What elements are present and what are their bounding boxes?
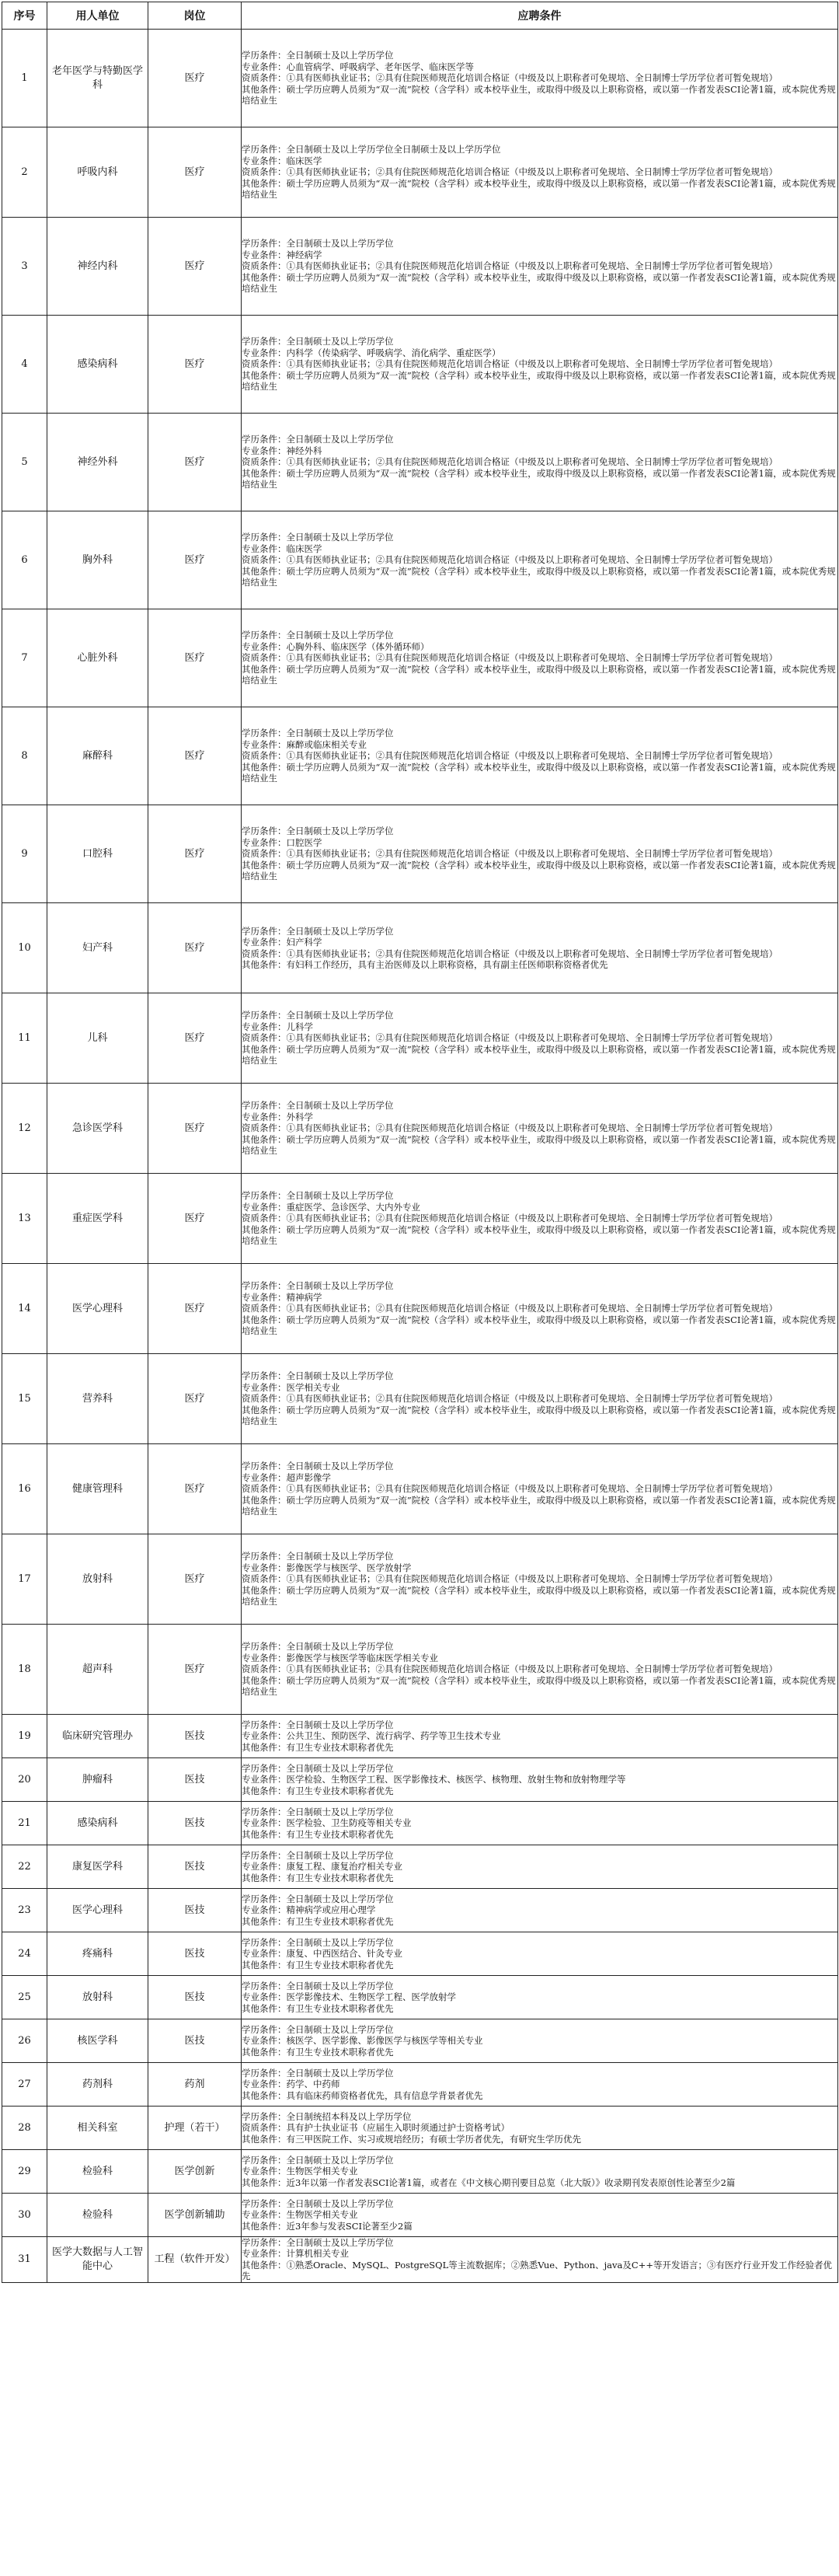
requirement-line: 学历条件：全日制硕士及以上学历学位 <box>242 1100 394 1112</box>
requirement-line: 专业条件：医学检验、生物医学工程、医学影像技术、核医学、核物理、放射生物和放射物理学等 <box>242 1774 626 1785</box>
table-row <box>2 805 838 903</box>
table-row <box>2 2107 838 2150</box>
requirement-line: 专业条件：康复工程、康复治疗相关专业 <box>242 1861 402 1873</box>
row-unit: 医学心理科 <box>47 1264 148 1354</box>
row-position: 医疗 <box>148 1354 242 1444</box>
requirement-line: 专业条件：核医学、医学影像、影像医学与核医学等相关专业 <box>242 2035 483 2047</box>
requirement-line: 资质条件：①具有医师执业证书；②具有住院医师规范化培训合格证（中级及以上职称者可免规培、全日制博士学历学位者可暂免规培） <box>242 260 778 272</box>
table-row <box>2 2150 838 2194</box>
requirement-line: 专业条件：超声影像学 <box>242 1471 331 1483</box>
row-unit: 老年医学与特勤医学科 <box>47 30 148 127</box>
requirement-line: 其他条件：硕士学历应聘人员须为“双一流”院校（含学科）或本校毕业生，或取得中级及以上职称资格，或以第一作者发表SCI论著1篇，或本院优秀规培结业生 <box>242 1404 836 1427</box>
requirement-line: 学历条件：全日制硕士及以上学历学位 <box>242 1762 394 1774</box>
requirement-line: 学历条件：全日制硕士及以上学历学位 <box>242 1849 394 1861</box>
row-number: 1 <box>2 30 47 127</box>
requirement-line: 学历条件：全日制硕士及以上学历学位 <box>242 925 394 937</box>
row-number: 25 <box>2 1976 47 2019</box>
requirement-line: 专业条件：医学影像技术、生物医学工程、医学放射学 <box>242 1991 456 2003</box>
row-unit: 呼吸内科 <box>47 127 148 218</box>
requirement-line: 资质条件：①具有医师执业证书；②具有住院医师规范化培训合格证（中级及以上职称者可免规培、全日制博士学历学位者可暂免规培） <box>242 1393 778 1405</box>
row-number: 22 <box>2 1845 47 1889</box>
row-unit: 胸外科 <box>47 511 148 609</box>
row-requirements <box>242 1534 838 1625</box>
table-row <box>2 1174 838 1264</box>
requirement-line: 资质条件：①具有医师执业证书；②具有住院医师规范化培训合格证（中级及以上职称者可免规培、全日制博士学历学位者可暂免规培） <box>242 750 778 762</box>
table-row <box>2 2237 838 2283</box>
table-row <box>2 609 838 707</box>
table-row <box>2 1264 838 1354</box>
requirement-line: 其他条件：有卫生专业技术职称者优先 <box>242 1915 394 1927</box>
row-number: 30 <box>2 2194 47 2237</box>
requirement-line: 专业条件：神经病学 <box>242 249 322 260</box>
requirement-line: 学历条件：全日制硕士及以上学历学位 <box>242 2023 394 2035</box>
row-position: 医疗 <box>148 1264 242 1354</box>
requirement-line: 学历条件：全日制硕士及以上学历学位 <box>242 630 394 641</box>
requirement-line: 学历条件：全日制硕士及以上学历学位 <box>242 50 394 61</box>
row-requirements <box>242 218 838 316</box>
row-number: 18 <box>2 1625 47 1715</box>
table-row <box>2 1715 838 1758</box>
requirement-line: 专业条件：神经外科 <box>242 445 322 456</box>
row-requirements <box>242 1976 838 2019</box>
requirement-line: 学历条件：全日制硕士及以上学历学位 <box>242 238 394 250</box>
row-unit: 医学心理科 <box>47 1889 148 1932</box>
row-requirements <box>242 707 838 805</box>
row-number: 3 <box>2 218 47 316</box>
row-number: 27 <box>2 2063 47 2107</box>
requirement-line: 资质条件：①具有医师执业证书；②具有住院医师规范化培训合格证（中级及以上职称者可免规培、全日制博士学历学位者可暂免规培） <box>242 456 778 468</box>
table-row <box>2 1845 838 1889</box>
row-unit: 心脏外科 <box>47 609 148 707</box>
row-unit: 放射科 <box>47 1534 148 1625</box>
row-unit: 重症医学科 <box>47 1174 148 1264</box>
requirement-line: 资质条件：①具有医师执业证书；②具有住院医师规范化培训合格证（中级及以上职称者可免规培、全日制博士学历学位者可暂免规培） <box>242 1663 778 1675</box>
row-position: 医技 <box>148 1889 242 1932</box>
requirement-line: 专业条件：外科学 <box>242 1111 313 1122</box>
requirement-line: 专业条件：儿科学 <box>242 1021 313 1032</box>
row-requirements <box>242 414 838 511</box>
requirement-line: 学历条件：全日制硕士及以上学历学位 <box>242 1280 394 1292</box>
requirement-line: 学历条件：全日制硕士及以上学历学位 <box>242 434 394 445</box>
row-position: 医疗 <box>148 30 242 127</box>
row-unit: 急诊医学科 <box>47 1084 148 1174</box>
table-row <box>2 707 838 805</box>
row-number: 26 <box>2 2019 47 2063</box>
row-requirements <box>242 1084 838 1174</box>
row-requirements <box>242 2237 838 2283</box>
requirement-line: 资质条件：①具有医师执业证书；②具有住院医师规范化培训合格证（中级及以上职称者可免规培、全日制博士学历学位者可暂免规培） <box>242 652 778 664</box>
requirement-line: 其他条件：硕士学历应聘人员须为“双一流”院校（含学科）或本校毕业生，或取得中级及以上职称资格，或以第一作者发表SCI论著1篇，或本院优秀规培结业生 <box>242 761 836 784</box>
requirement-line: 其他条件：硕士学历应聘人员须为“双一流”院校（含学科）或本校毕业生，或取得中级及以上职称资格，或以第一作者发表SCI论著1篇，或本院优秀规培结业生 <box>242 1133 836 1157</box>
requirement-line: 学历条件：全日制硕士及以上学历学位 <box>242 336 394 347</box>
row-requirements <box>242 30 838 127</box>
requirement-line: 专业条件：计算机相关专业 <box>242 2248 349 2260</box>
table-row <box>2 1976 838 2019</box>
row-unit: 超声科 <box>47 1625 148 1715</box>
requirement-line: 其他条件：硕士学历应聘人员须为“双一流”院校（含学科）或本校毕业生，或取得中级及以上职称资格，或以第一作者发表SCI论著1篇，或本院优秀规培结业生 <box>242 663 836 686</box>
row-unit: 疼痛科 <box>47 1932 148 1976</box>
requirement-line: 其他条件：硕士学历应聘人员须为“双一流”院校（含学科）或本校毕业生，或取得中级及以上职称资格，或以第一作者发表SCI论著1篇，或本院优秀规培结业生 <box>242 177 836 201</box>
row-number: 10 <box>2 903 47 993</box>
requirement-line: 资质条件：①具有医师执业证书；②具有住院医师规范化培训合格证（中级及以上职称者可免规培、全日制博士学历学位者可暂免规培） <box>242 1483 778 1495</box>
requirement-line: 其他条件：有卫生专业技术职称者优先 <box>242 1828 394 1840</box>
row-position: 医疗 <box>148 805 242 903</box>
row-number: 23 <box>2 1889 47 1932</box>
row-requirements <box>242 1264 838 1354</box>
row-requirements <box>242 1932 838 1976</box>
table-row <box>2 127 838 218</box>
requirement-line: 资质条件：①具有医师执业证书；②具有住院医师规范化培训合格证（中级及以上职称者可免规培、全日制博士学历学位者可暂免规培） <box>242 72 778 84</box>
requirement-line: 专业条件：康复、中西医结合、针灸专业 <box>242 1948 402 1960</box>
row-position: 医疗 <box>148 1534 242 1625</box>
row-number: 19 <box>2 1715 47 1758</box>
requirement-line: 其他条件：具有临床药师资格者优先，具有信息学背景者优先 <box>242 2089 483 2101</box>
row-requirements <box>242 1174 838 1264</box>
table-row <box>2 1802 838 1845</box>
requirement-line: 学历条件：全日制硕士及以上学历学位 <box>242 1893 394 1904</box>
table-row <box>2 993 838 1084</box>
requirement-line: 学历条件：全日制硕士及以上学历学位 <box>242 2197 394 2209</box>
requirement-line: 资质条件：①具有医师执业证书；②具有住院医师规范化培训合格证（中级及以上职称者可免规培、全日制博士学历学位者可暂免规培） <box>242 1032 778 1044</box>
row-number: 31 <box>2 2237 47 2283</box>
requirement-line: 学历条件：全日制硕士及以上学历学位 <box>242 2067 394 2079</box>
table-row <box>2 1758 838 1802</box>
requirement-line: 专业条件：重症医学、急诊医学、大内外专业 <box>242 1201 420 1213</box>
row-position: 工程（软件开发） <box>148 2237 242 2283</box>
row-unit: 神经内科 <box>47 218 148 316</box>
requirement-line: 其他条件：硕士学历应聘人员须为“双一流”院校（含学科）或本校毕业生，或取得中级及以上职称资格，或以第一作者发表SCI论著1篇，或本院优秀规培结业生 <box>242 1584 836 1607</box>
header-position: 岗位 <box>148 2 242 30</box>
requirement-line: 专业条件：临床医学 <box>242 155 322 166</box>
row-number: 6 <box>2 511 47 609</box>
table-row <box>2 2019 838 2063</box>
row-position: 医技 <box>148 2019 242 2063</box>
requirement-line: 专业条件：精神病学或应用心理学 <box>242 1904 376 1916</box>
row-position: 医疗 <box>148 1174 242 1264</box>
row-requirements <box>242 1444 838 1534</box>
requirement-line: 学历条件：全日制硕士及以上学历学位 <box>242 2154 394 2166</box>
row-unit: 营养科 <box>47 1354 148 1444</box>
row-number: 29 <box>2 2150 47 2194</box>
row-position: 医疗 <box>148 414 242 511</box>
table-row <box>2 218 838 316</box>
row-requirements <box>242 2150 838 2194</box>
row-position: 医学创新 <box>148 2150 242 2194</box>
row-number: 12 <box>2 1084 47 1174</box>
row-number: 16 <box>2 1444 47 1534</box>
row-unit: 麻醉科 <box>47 707 148 805</box>
row-unit: 儿科 <box>47 993 148 1084</box>
requirement-line: 专业条件：生物医学相关专业 <box>242 2166 358 2177</box>
requirement-line: 学历条件：全日制硕士及以上学历学位 <box>242 728 394 739</box>
requirement-line: 其他条件：硕士学历应聘人员须为“双一流”院校（含学科）或本校毕业生，或取得中级及以上职称资格，或以第一作者发表SCI论著1篇，或本院优秀规培结业生 <box>242 565 836 588</box>
row-unit: 核医学科 <box>47 2019 148 2063</box>
row-unit: 感染病科 <box>47 1802 148 1845</box>
table-row <box>2 1932 838 1976</box>
row-number: 15 <box>2 1354 47 1444</box>
table-header <box>2 2 838 30</box>
requirement-line: 专业条件：临床医学 <box>242 543 322 554</box>
row-position: 医疗 <box>148 903 242 993</box>
row-unit: 药剂科 <box>47 2063 148 2107</box>
requirement-line: 其他条件：硕士学历应聘人员须为“双一流”院校（含学科）或本校毕业生，或取得中级及以上职称资格，或以第一作者发表SCI论著1篇，或本院优秀规培结业生 <box>242 83 836 106</box>
row-unit: 临床研究管理办 <box>47 1715 148 1758</box>
row-number: 5 <box>2 414 47 511</box>
table-row <box>2 511 838 609</box>
requirement-line: 专业条件：医学检验、卫生防疫等相关专业 <box>242 1817 412 1829</box>
row-position: 药剂 <box>148 2063 242 2107</box>
row-unit: 检验科 <box>47 2194 148 2237</box>
requirement-line: 资质条件：①具有医师执业证书；②具有住院医师规范化培训合格证（中级及以上职称者可免规培、全日制博士学历学位者可暂免规培） <box>242 166 778 178</box>
row-position: 医疗 <box>148 1084 242 1174</box>
table-row <box>2 30 838 127</box>
row-unit: 放射科 <box>47 1976 148 2019</box>
requirement-line: 资质条件：①具有医师执业证书；②具有住院医师规范化培训合格证（中级及以上职称者可免规培、全日制博士学历学位者可暂免规培） <box>242 554 778 566</box>
requirement-line: 专业条件：心血管病学、呼吸病学、老年医学、临床医学等 <box>242 61 474 72</box>
header-no: 序号 <box>2 2 47 30</box>
requirement-line: 专业条件：影像医学与核医学等临床医学相关专业 <box>242 1652 438 1663</box>
row-requirements <box>242 2107 838 2150</box>
requirement-line: 资质条件：①具有医师执业证书；②具有住院医师规范化培训合格证（中级及以上职称者可免规培、全日制博士学历学位者可暂免规培） <box>242 1573 778 1585</box>
requirement-line: 其他条件：硕士学历应聘人员须为“双一流”院校（含学科）或本校毕业生，或取得中级及以上职称资格，或以第一作者发表SCI论著1篇，或本院优秀规培结业生 <box>242 1674 836 1698</box>
requirement-line: 资质条件：①具有医师执业证书；②具有住院医师规范化培训合格证（中级及以上职称者可免规培、全日制博士学历学位者可暂免规培） <box>242 1213 778 1224</box>
requirement-line: 其他条件：硕士学历应聘人员须为“双一流”院校（含学科）或本校毕业生，或取得中级及以上职称资格，或以第一作者发表SCI论著1篇，或本院优秀规培结业生 <box>242 369 836 393</box>
table-row <box>2 1354 838 1444</box>
row-unit: 感染病科 <box>47 316 148 414</box>
requirement-line: 专业条件：生物医学相关专业 <box>242 2209 358 2221</box>
row-unit: 相关科室 <box>47 2107 148 2150</box>
requirement-line: 资质条件：①具有医师执业证书；②具有住院医师规范化培训合格证（中级及以上职称者可免规培、全日制博士学历学位者可暂免规培） <box>242 1122 778 1134</box>
row-number: 9 <box>2 805 47 903</box>
requirement-line: 其他条件：①熟悉Oracle、MySQL、PostgreSQL等主流数据库；②熟悉Vue、Python、java及C++等开发语言；③有医疗行业开发工作经验者优先 <box>242 2259 832 2282</box>
row-position: 医技 <box>148 1758 242 1802</box>
row-requirements <box>242 805 838 903</box>
requirement-line: 专业条件：麻醉或临床相关专业 <box>242 738 367 750</box>
row-position: 医疗 <box>148 1625 242 1715</box>
requirement-line: 学历条件：全日制硕士及以上学历学位 <box>242 1010 394 1021</box>
row-requirements <box>242 2019 838 2063</box>
requirement-line: 其他条件：有卫生专业技术职称者优先 <box>242 1785 394 1796</box>
requirement-line: 其他条件：有卫生专业技术职称者优先 <box>242 1959 394 1970</box>
table-row <box>2 903 838 993</box>
requirement-line: 其他条件：有卫生专业技术职称者优先 <box>242 2002 394 2014</box>
requirement-line: 学历条件：全日制硕士及以上学历学位 <box>242 532 394 543</box>
requirement-line: 学历条件：全日制硕士及以上学历学位全日制硕士及以上学历学位 <box>242 144 501 155</box>
row-position: 医技 <box>148 1932 242 1976</box>
row-number: 28 <box>2 2107 47 2150</box>
row-number: 24 <box>2 1932 47 1976</box>
requirement-line: 学历条件：全日制硕士及以上学历学位 <box>242 1190 394 1202</box>
row-position: 医疗 <box>148 1444 242 1534</box>
row-position: 医学创新辅助 <box>148 2194 242 2237</box>
row-number: 8 <box>2 707 47 805</box>
requirement-line: 学历条件：全日制硕士及以上学历学位 <box>242 1370 394 1382</box>
requirement-line: 资质条件：①具有医师执业证书；②具有住院医师规范化培训合格证（中级及以上职称者可免规培、全日制博士学历学位者可暂免规培） <box>242 948 778 959</box>
row-position: 医技 <box>148 1802 242 1845</box>
row-position: 医技 <box>148 1715 242 1758</box>
requirement-line: 其他条件：近3年参与发表SCI论著至少2篇 <box>242 2220 413 2232</box>
table-row <box>2 1534 838 1625</box>
requirement-line: 学历条件：全日制硕士及以上学历学位 <box>242 1461 394 1472</box>
table-row <box>2 2194 838 2237</box>
requirement-line: 其他条件：硕士学历应聘人员须为“双一流”院校（含学科）或本校毕业生，或取得中级及以上职称资格，或以第一作者发表SCI论著1篇，或本院优秀规培结业生 <box>242 859 836 882</box>
row-requirements <box>242 609 838 707</box>
requirement-line: 学历条件：全日制硕士及以上学历学位 <box>242 1551 394 1562</box>
table-row <box>2 414 838 511</box>
requirement-line: 专业条件：心胸外科、临床医学（体外循环师） <box>242 641 430 652</box>
requirement-line: 其他条件：有卫生专业技术职称者优先 <box>242 2046 394 2058</box>
row-number: 7 <box>2 609 47 707</box>
row-position: 医疗 <box>148 316 242 414</box>
row-requirements <box>242 1715 838 1758</box>
requirement-line: 其他条件：硕士学历应聘人员须为“双一流”院校（含学科）或本校毕业生，或取得中级及以上职称资格，或以第一作者发表SCI论著1篇，或本院优秀规培结业生 <box>242 1494 836 1517</box>
requirement-line: 学历条件：全日制硕士及以上学历学位 <box>242 826 394 837</box>
row-requirements <box>242 316 838 414</box>
row-requirements <box>242 1889 838 1932</box>
row-requirements <box>242 127 838 218</box>
requirement-line: 学历条件：全日制硕士及以上学历学位 <box>242 1936 394 1948</box>
row-unit: 健康管理科 <box>47 1444 148 1534</box>
requirement-line: 学历条件：全日制统招本科及以上学历学位 <box>242 2110 412 2122</box>
row-requirements <box>242 1625 838 1715</box>
requirement-line: 资质条件：具有护士执业证书（应届生入职时须通过护士资格考试） <box>242 2122 510 2134</box>
requirement-line: 其他条件：硕士学历应聘人员须为“双一流”院校（含学科）或本校毕业生，或取得中级及以上职称资格，或以第一作者发表SCI论著1篇，或本院优秀规培结业生 <box>242 271 836 295</box>
requirement-line: 其他条件：硕士学历应聘人员须为“双一流”院校（含学科）或本校毕业生，或取得中级及以上职称资格，或以第一作者发表SCI论著1篇，或本院优秀规培结业生 <box>242 467 836 490</box>
row-unit: 肿瘤科 <box>47 1758 148 1802</box>
requirement-line: 专业条件：内科学（传染病学、呼吸病学、消化病学、重症医学） <box>242 347 501 358</box>
table-row <box>2 1889 838 1932</box>
requirement-line: 专业条件：妇产科学 <box>242 937 322 948</box>
row-position: 医技 <box>148 1845 242 1889</box>
row-number: 20 <box>2 1758 47 1802</box>
header-row <box>2 2 838 30</box>
row-number: 2 <box>2 127 47 218</box>
requirement-line: 其他条件：有卫生专业技术职称者优先 <box>242 1741 394 1753</box>
header-unit: 用人单位 <box>47 2 148 30</box>
row-unit: 口腔科 <box>47 805 148 903</box>
requirement-line: 其他条件：有卫生专业技术职称者优先 <box>242 1872 394 1883</box>
requirement-line: 学历条件：全日制硕士及以上学历学位 <box>242 1980 394 1991</box>
requirement-line: 学历条件：全日制硕士及以上学历学位 <box>242 2237 394 2248</box>
requirement-line: 资质条件：①具有医师执业证书；②具有住院医师规范化培训合格证（中级及以上职称者可免规培、全日制博士学历学位者可暂免规培） <box>242 1303 778 1314</box>
requirement-line: 学历条件：全日制硕士及以上学历学位 <box>242 1806 394 1817</box>
row-requirements <box>242 1758 838 1802</box>
row-number: 14 <box>2 1264 47 1354</box>
row-requirements <box>242 2063 838 2107</box>
row-position: 医技 <box>148 1976 242 2019</box>
requirement-line: 专业条件：医学相关专业 <box>242 1381 340 1393</box>
row-requirements <box>242 1354 838 1444</box>
requirement-line: 资质条件：①具有医师执业证书；②具有住院医师规范化培训合格证（中级及以上职称者可免规培、全日制博士学历学位者可暂免规培） <box>242 358 778 370</box>
row-requirements <box>242 2194 838 2237</box>
requirement-line: 其他条件：有三甲医院工作、实习或规培经历；有硕士学历者优先，有研究生学历优先 <box>242 2133 581 2145</box>
requirement-line: 学历条件：全日制硕士及以上学历学位 <box>242 1641 394 1653</box>
requirement-line: 专业条件：口腔医学 <box>242 836 322 848</box>
header-requirements: 应聘条件 <box>242 2 838 30</box>
row-position: 医疗 <box>148 218 242 316</box>
requirement-line: 学历条件：全日制硕士及以上学历学位 <box>242 1719 394 1730</box>
row-number: 13 <box>2 1174 47 1264</box>
row-requirements <box>242 993 838 1084</box>
requirement-line: 专业条件：公共卫生、预防医学、流行病学、药学等卫生技术专业 <box>242 1730 501 1742</box>
row-number: 21 <box>2 1802 47 1845</box>
row-position: 护理（若干） <box>148 2107 242 2150</box>
row-position: 医疗 <box>148 993 242 1084</box>
row-position: 医疗 <box>148 707 242 805</box>
row-unit: 神经外科 <box>47 414 148 511</box>
row-unit: 检验科 <box>47 2150 148 2194</box>
table-body <box>2 30 838 2283</box>
requirement-line: 其他条件：硕士学历应聘人员须为“双一流”院校（含学科）或本校毕业生，或取得中级及以上职称资格，或以第一作者发表SCI论著1篇，或本院优秀规培结业生 <box>242 1314 836 1337</box>
row-unit: 医学大数据与人工智能中心 <box>47 2237 148 2283</box>
row-position: 医疗 <box>148 511 242 609</box>
row-requirements <box>242 1802 838 1845</box>
table-row <box>2 1444 838 1534</box>
requirement-line: 其他条件：硕士学历应聘人员须为“双一流”院校（含学科）或本校毕业生，或取得中级及以上职称资格，或以第一作者发表SCI论著1篇，或本院优秀规培结业生 <box>242 1043 836 1066</box>
requirement-line: 专业条件：影像医学与核医学、医学放射学 <box>242 1562 412 1573</box>
row-position: 医疗 <box>148 609 242 707</box>
row-requirements <box>242 1845 838 1889</box>
row-number: 11 <box>2 993 47 1084</box>
table-row <box>2 1084 838 1174</box>
row-unit: 康复医学科 <box>47 1845 148 1889</box>
requirement-line: 资质条件：①具有医师执业证书；②具有住院医师规范化培训合格证（中级及以上职称者可免规培、全日制博士学历学位者可暂免规培） <box>242 848 778 860</box>
recruitment-table <box>2 2 838 2283</box>
row-requirements <box>242 511 838 609</box>
row-requirements <box>242 903 838 993</box>
row-number: 17 <box>2 1534 47 1625</box>
row-unit: 妇产科 <box>47 903 148 993</box>
row-position: 医疗 <box>148 127 242 218</box>
requirement-line: 其他条件：有妇科工作经历，具有主治医师及以上职称资格，具有副主任医师职称资格者优先 <box>242 958 608 970</box>
requirement-line: 专业条件：精神病学 <box>242 1291 322 1303</box>
table-row <box>2 1625 838 1715</box>
requirement-line: 其他条件：近3年以第一作者发表SCI论著1篇，或者在《中文核心期刊要目总览（北大版）》收录期刊发表原创性论著至少2篇 <box>242 2176 736 2188</box>
table-row <box>2 316 838 414</box>
requirement-line: 其他条件：硕士学历应聘人员须为“双一流”院校（含学科）或本校毕业生，或取得中级及以上职称资格，或以第一作者发表SCI论著1篇，或本院优秀规培结业生 <box>242 1223 836 1247</box>
row-number: 4 <box>2 316 47 414</box>
requirement-line: 专业条件：药学、中药师 <box>242 2079 340 2090</box>
table-row <box>2 2063 838 2107</box>
